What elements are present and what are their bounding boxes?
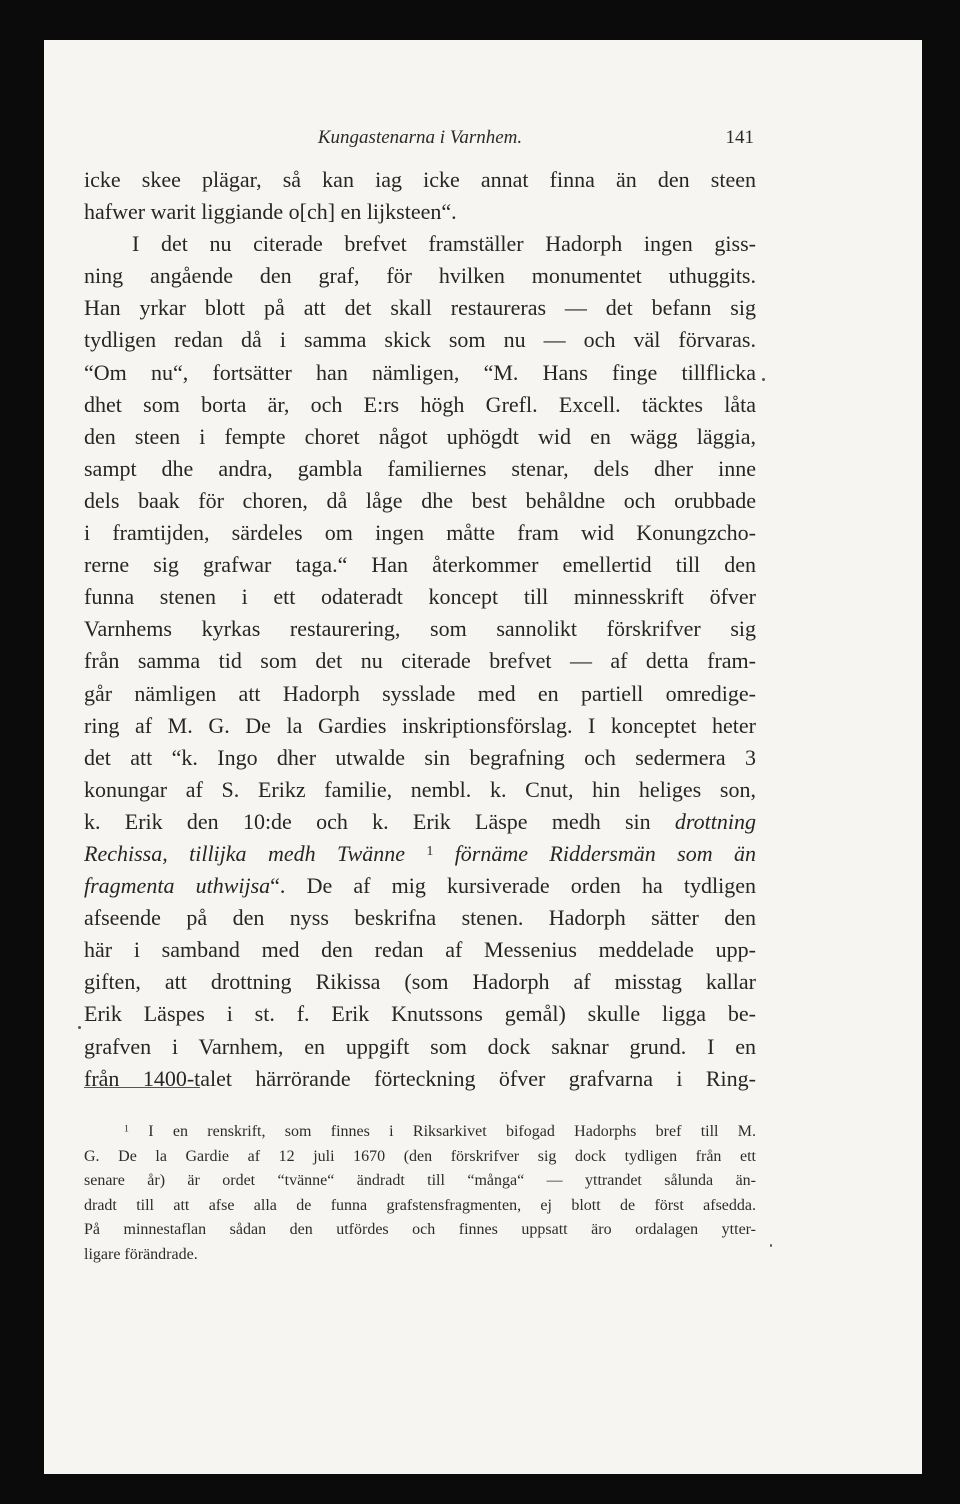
- footnote-marker: 1: [124, 1123, 129, 1135]
- footnote-line: [84, 1120, 756, 1145]
- scan-speck: [762, 378, 765, 381]
- text-run: “. De af mig kursiverade orden ha tydligen: [270, 873, 757, 899]
- footnote-line: På minnestaflan sådan den utfördes och finnes uppsatt äro ordalagen ytter-: [84, 1221, 756, 1239]
- text-line: går nämligen att Hadorph sysslade med en partiell omredige-: [84, 680, 756, 706]
- italic-run: Rechissa, tillijka medh Twänne: [84, 840, 406, 866]
- footnote-line: dradt till att afse alla de funna grafstensfragmenten, ej blott de först afsedda.: [84, 1196, 756, 1214]
- text-line: hafwer warit liggiande o[ch] en lijksteen“.: [84, 199, 457, 225]
- scan-speck: [770, 1244, 772, 1247]
- text-line: dels baak för choren, då låge dhe best behåldne och orubbade: [84, 487, 756, 513]
- footnote-line: ligare förändrade.: [84, 1245, 198, 1263]
- page-header: [84, 127, 756, 155]
- text-line: i framtijden, särdeles om ingen måtte fram wid Konungzcho-: [84, 520, 756, 546]
- text-line: I det nu citerade brefvet framställer Hadorph ingen giss-: [132, 231, 756, 257]
- italic-run: fragmenta uthwijsa: [84, 873, 271, 899]
- text-line: [84, 806, 756, 838]
- text-line: funna stenen i ett odateradt koncept till minnesskrift öfver: [84, 584, 756, 610]
- text-line: sampt dhe andra, gambla familiernes stenar, dels dher inne: [84, 455, 756, 481]
- text-line: rerne sig grafwar taga.“ Han återkommer emellertid till den: [84, 552, 756, 578]
- footnote-divider: [84, 1087, 200, 1088]
- text-line: från 1400-talet härrörande förteckning öfver grafvarna i Ring-: [84, 1065, 756, 1091]
- text-line: Varnhems kyrkas restaurering, som sannolikt förskrifver sig: [84, 616, 756, 642]
- text-line: ning angående den graf, för hvilken monumentet uthuggits.: [84, 263, 756, 289]
- footnote-line: G. De la Gardie af 12 juli 1670 (den förskrifver sig dock tydligen från ett: [84, 1147, 756, 1165]
- text-line: Erik Läspes i st. f. Erik Knutssons gemål) skulle ligga be-: [84, 1001, 756, 1027]
- text-line: den steen i fempte choret något uphögdt wid en wägg läggia,: [84, 423, 756, 449]
- text-line: dhet som borta är, och E:rs högh Grefl. Excell. täcktes låta: [84, 391, 756, 417]
- text-run: k. Erik den 10:de och k. Erik Läspe medh sin: [84, 808, 651, 834]
- text-line: icke skee plägar, så kan iag icke annat finna än den steen: [84, 167, 756, 192]
- text-line: tydligen redan då i samma skick som nu — och väl förvaras.: [84, 327, 756, 353]
- text-line: giften, att drottning Rikissa (som Hadorph af misstag kallar: [84, 969, 756, 995]
- text-line: Han yrkar blott på att det skall restaureras — det befann sig: [84, 295, 756, 321]
- footnote-reference[interactable]: 1: [426, 842, 434, 858]
- italic-run: förnäme Riddersmän som än: [454, 840, 757, 866]
- text-line: “Om nu“, fortsätter han nämligen, “M. Hans finge tillflicka: [84, 359, 756, 385]
- text-line: här i samband med den redan af Messenius meddelade upp-: [84, 937, 756, 963]
- text-line: från samma tid som det nu citerade brefvet — af detta fram-: [84, 648, 756, 674]
- page-number: 141: [725, 127, 754, 148]
- text-line: ring af M. G. De la Gardies inskriptionsförslag. I konceptet heter: [84, 712, 756, 738]
- footnote: [84, 1120, 756, 1268]
- running-title: Kungastenarna i Varnhem.: [317, 127, 523, 148]
- body-text: [84, 164, 756, 1095]
- text-line: det att “k. Ingo dher utwalde sin begrafning och sedermera 3: [84, 744, 756, 770]
- text-line: konungar af S. Erikz familie, nembl. k. Cnut, hin heliges son,: [84, 776, 756, 802]
- text-line: grafven i Varnhem, en uppgift som dock saknar grund. I en: [84, 1033, 756, 1059]
- footnote-line: senare år) är ordet “tvänne“ ändradt till “många“ — yttrandet sålunda än-: [84, 1172, 756, 1190]
- text-line: [84, 838, 756, 870]
- text-line: [84, 870, 756, 902]
- text-line: afseende på den nyss beskrifna stenen. Hadorph sätter den: [84, 905, 756, 931]
- footnote-text: I en renskrift, som finnes i Riksarkivet bifogad Hadorphs bref till M.: [148, 1123, 757, 1140]
- italic-run: drottning: [674, 808, 756, 834]
- scan-speck: [78, 1026, 81, 1029]
